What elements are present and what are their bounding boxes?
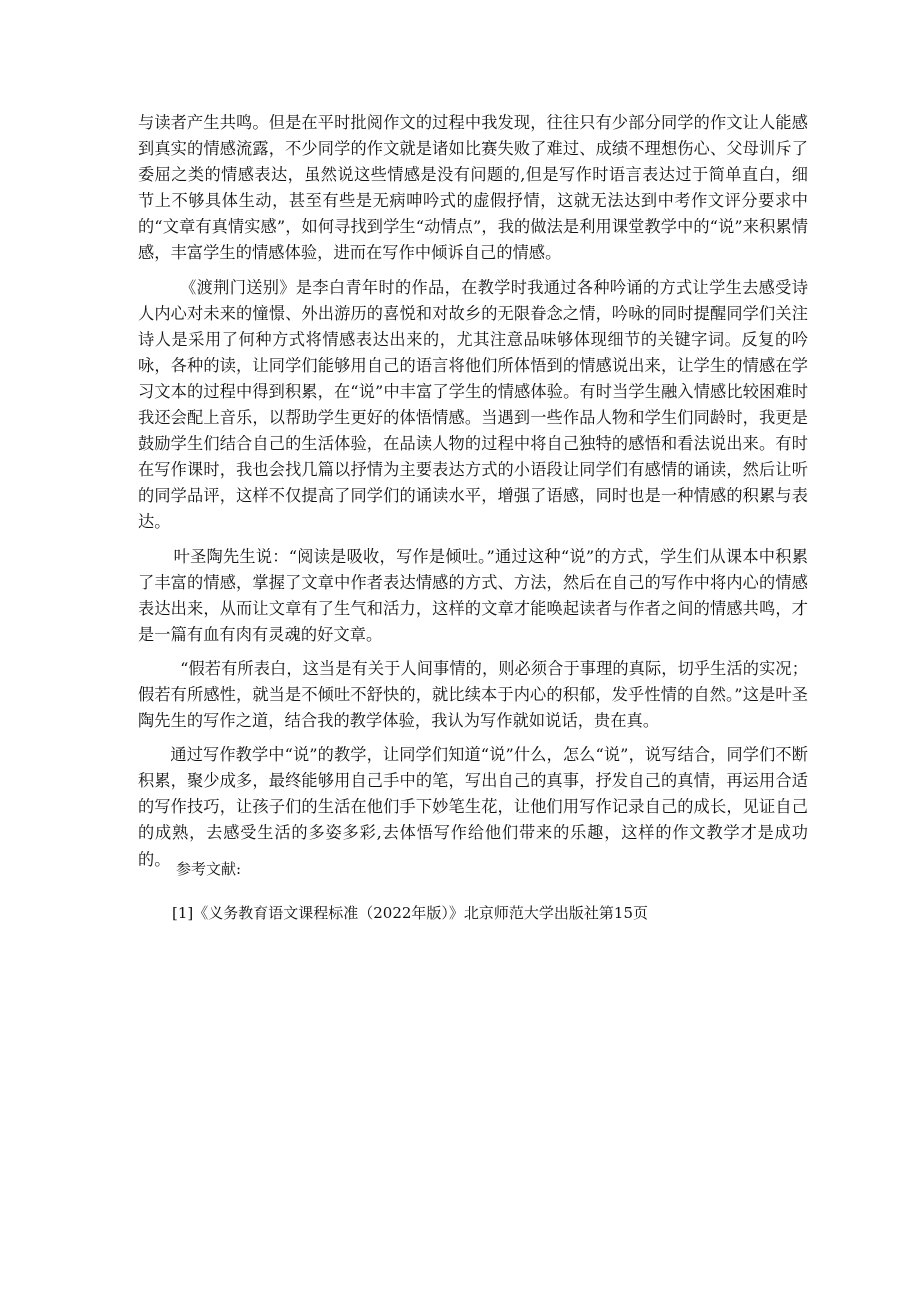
article-body <box>138 110 808 881</box>
paragraph-writing-principle: “假若有所表白，这当是有关于人间事情的，则必须合于事理的真际，切乎生活的实况；假若有所感性，就当是不倾吐不舒快的，就比续本于内心的积郁，发乎性情的自然。”这是叶圣陶先生的写作之道，结合我的教学体验，我认为写作就如说话，贵在真。 <box>138 658 808 731</box>
paragraph-conclusion: 通过写作教学中“说”的教学，让同学们知道“说”什么，怎么“说”，说写结合，同学们不断积累，聚少成多，最终能够用自己手中的笔，写出自己的真事，抒发自己的真情，再运用合适的写作技巧，让孩子们的生活在他们手下妙笔生花，让他们用写作记录自己的成长，见证自己的成熟，去感受生活的多姿多彩,去体悟写作给他们带来的乐趣，这样的作文教学才是成功的。 <box>138 745 808 869</box>
paragraph-ye-shengtao-quote: 叶圣陶先生说：“阅读是吸收，写作是倾吐。”通过这种“说”的方式，学生们从课本中积累了丰富的情感，掌握了文章中作者表达情感的方式、方法，然后在自己的写作中将内心的情感表达出来，从而让文章有了生气和活力，这样的文章才能唤起读者与作者之间的情感共鸣，才是一篇有血有肉有灵魂的好文章。 <box>138 546 808 644</box>
paragraph-continuation: 与读者产生共鸣。但是在平时批阅作文的过程中我发现，往往只有少部分同学的作文让人能感到真实的情感流露，不少同学的作文就是诸如比赛失败了难过、成绩不理想伤心、父母训斥了委屈之类的情感表达，虽然说这些情感是没有问题的,但是写作时语言表达过于简单直白，细节上不够具体生动，甚至有些是无病呻吟式的虚假抒情，这就无法达到中考作文评分要求中的“文章有真情实感”，如何寻找到学生“动情点”，我的做法是利用课堂教学中的“说”来积累情感，丰富学生的情感体验，进而在写作中倾诉自己的情感。 <box>138 113 808 263</box>
references-section <box>138 858 808 924</box>
paragraph-dujingmen: 《渡荆门送别》是李白青年时的作品，在教学时我通过各种吟诵的方式让学生去感受诗人内心对未来的憧憬、外出游历的喜悦和对故乡的无限眷念之情，吟咏的同时提醒同学们关注诗人是采用了何种方式将情感表达出来的，尤其注意品味够体现细节的关键字词。反复的吟咏，各种的读，让同学们能够用自己的语言将他们所体悟到的情感说出来，让学生的情感在学习文本的过程中得到积累，在“说”中丰富了学生的情感体验。有时当学生融入情感比较困难时我还会配上音乐，以帮助学生更好的体悟情感。当遇到一些作品人物和学生们同龄时，我更是鼓励学生们结合自己的生活体验，在品读人物的过程中将自己独特的感悟和看法说出来。有时在写作课时，我也会找几篇以抒情为主要表达方式的小语段让同学们有感情的诵读，然后让听的同学品评，这样不仅提高了同学们的诵读水平，增强了语感，同时也是一种情感的积累与表达。 <box>138 277 808 532</box>
references-title: 参考文献: <box>176 860 242 878</box>
reference-item: [1]《义务教育语文课程标准（2022年版）》北京师范大学出版社第15页 <box>172 904 649 922</box>
